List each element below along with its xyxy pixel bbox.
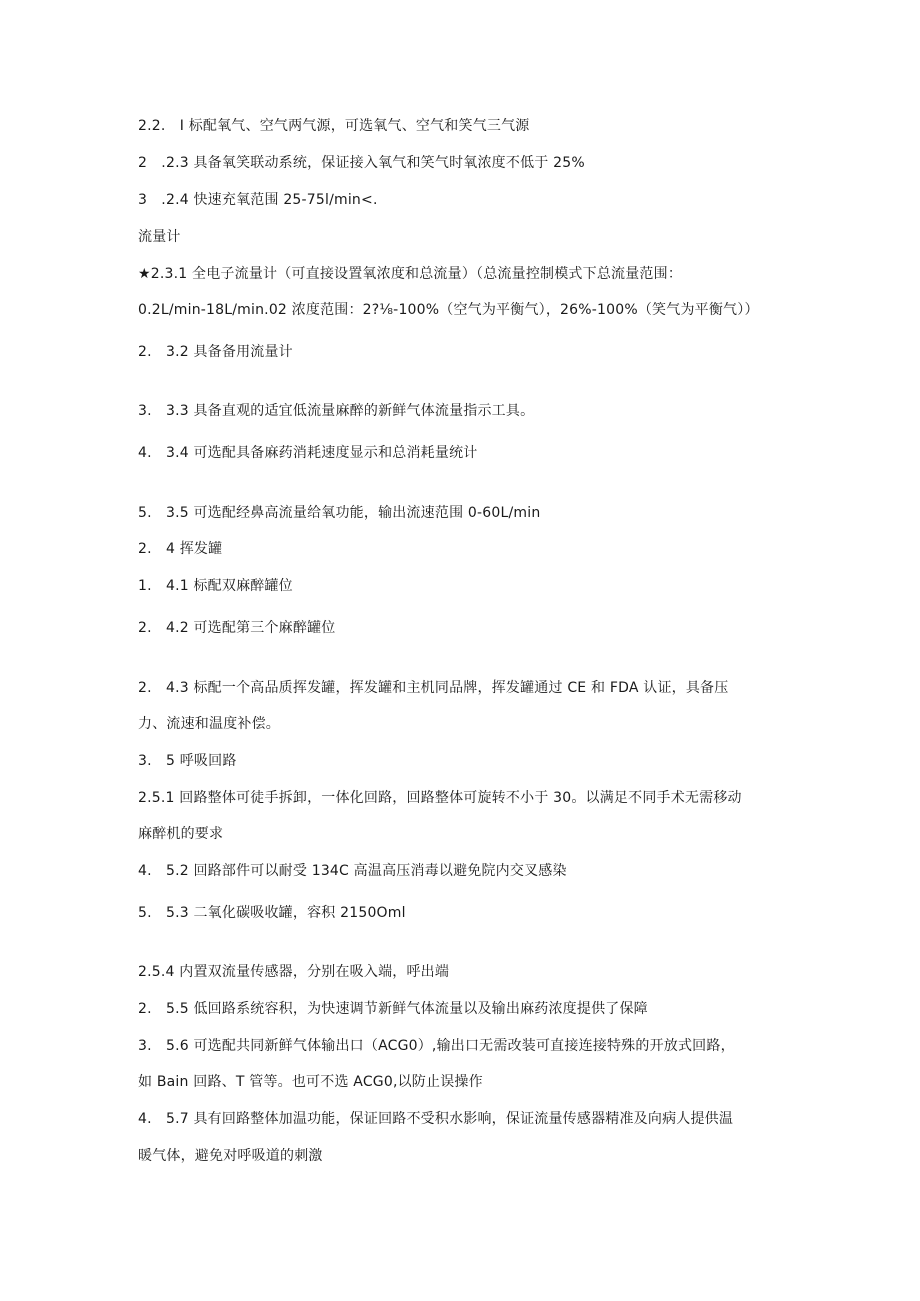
text-line-3-4: 4. 3.4 可选配具备麻药消耗速度显示和总消耗量统计 [138,445,478,461]
text-line-3-5: 5. 3.5 可选配经鼻高流量给氧功能，输出流速范围 0-60L/min [138,505,541,521]
text-line-5-6-cont: 如 Bain 回路、T 管等。也可不选 ACG0,以防止误操作 [138,1074,483,1090]
text-line-2-3-1-cont: 0.2L/min-18L/min.02 浓度范围：2?⅛-100%（空气为平衡气），26%-100%（笑气为平衡气）） [138,302,759,318]
text-line-2-5-4: 2.5.4 内置双流量传感器，分别在吸入端，呼出端 [138,964,450,980]
text-line-2-2: 2.2. I 标配氧气、空气两气源，可选氧气、空气和笑气三气源 [138,118,530,134]
text-line-4-3: 2. 4.3 标配一个高品质挥发罐，挥发罐和主机同品牌，挥发罐通过 CE 和 FDA 认证，具备压 [138,680,729,696]
text-line-2-2-4: 3 .2.4 快速充氧范围 25-75l∕min<. [138,192,378,208]
section-heading-vaporizer: 2. 4 挥发罐 [138,541,223,557]
text-line-5-2: 4. 5.2 回路部件可以耐受 134C 高温高压消毒以避免院内交叉感染 [138,863,567,879]
text-line-2-5-1: 2.5.1 回路整体可徒手拆卸，一体化回路，回路整体可旋转不小于 30。以满足不同手术无需移动 [138,790,742,806]
text-line-5-5: 2. 5.5 低回路系统容积，为快速调节新鲜气体流量以及输出麻药浓度提供了保障 [138,1001,648,1017]
text-line-2-2-3: 2 .2.3 具备氧笑联动系统，保证接入氧气和笑气时氧浓度不低于 25% [138,155,585,171]
text-line-2-5-1-cont: 麻醉机的要求 [138,826,224,842]
text-line-5-7: 4. 5.7 具有回路整体加温功能，保证回路不受积水影响，保证流量传感器精准及向病人提供温 [138,1111,734,1127]
section-heading-flowmeter: 流量计 [138,229,181,245]
text-line-3-3: 3. 3.3 具备直观的适宜低流量麻醉的新鲜气体流量指示工具。 [138,403,535,419]
text-line-5-3: 5. 5.3 二氧化碳吸收罐，容积 2150Oml [138,905,406,921]
text-line-4-2: 2. 4.2 可选配第三个麻醉罐位 [138,620,336,636]
text-line-5-6: 3. 5.6 可选配共同新鲜气体输出口（ACG0）,输出口无需改装可直接连接特殊的开放式回路， [138,1038,735,1054]
text-line-5-7-cont: 暖气体，避免对呼吸道的刺激 [138,1148,323,1164]
text-line-2-3-1: ★2.3.1 全电子流量计（可直接设置氧浓度和总流量）（总流量控制模式下总流量范围： [138,266,683,282]
text-line-4-1: 1. 4.1 标配双麻醉罐位 [138,578,293,594]
text-line-4-3-cont: 力、流速和温度补偿。 [138,716,280,732]
section-heading-breathing-circuit: 3. 5 呼吸回路 [138,753,237,769]
text-line-3-2: 2. 3.2 具备备用流量计 [138,344,293,360]
